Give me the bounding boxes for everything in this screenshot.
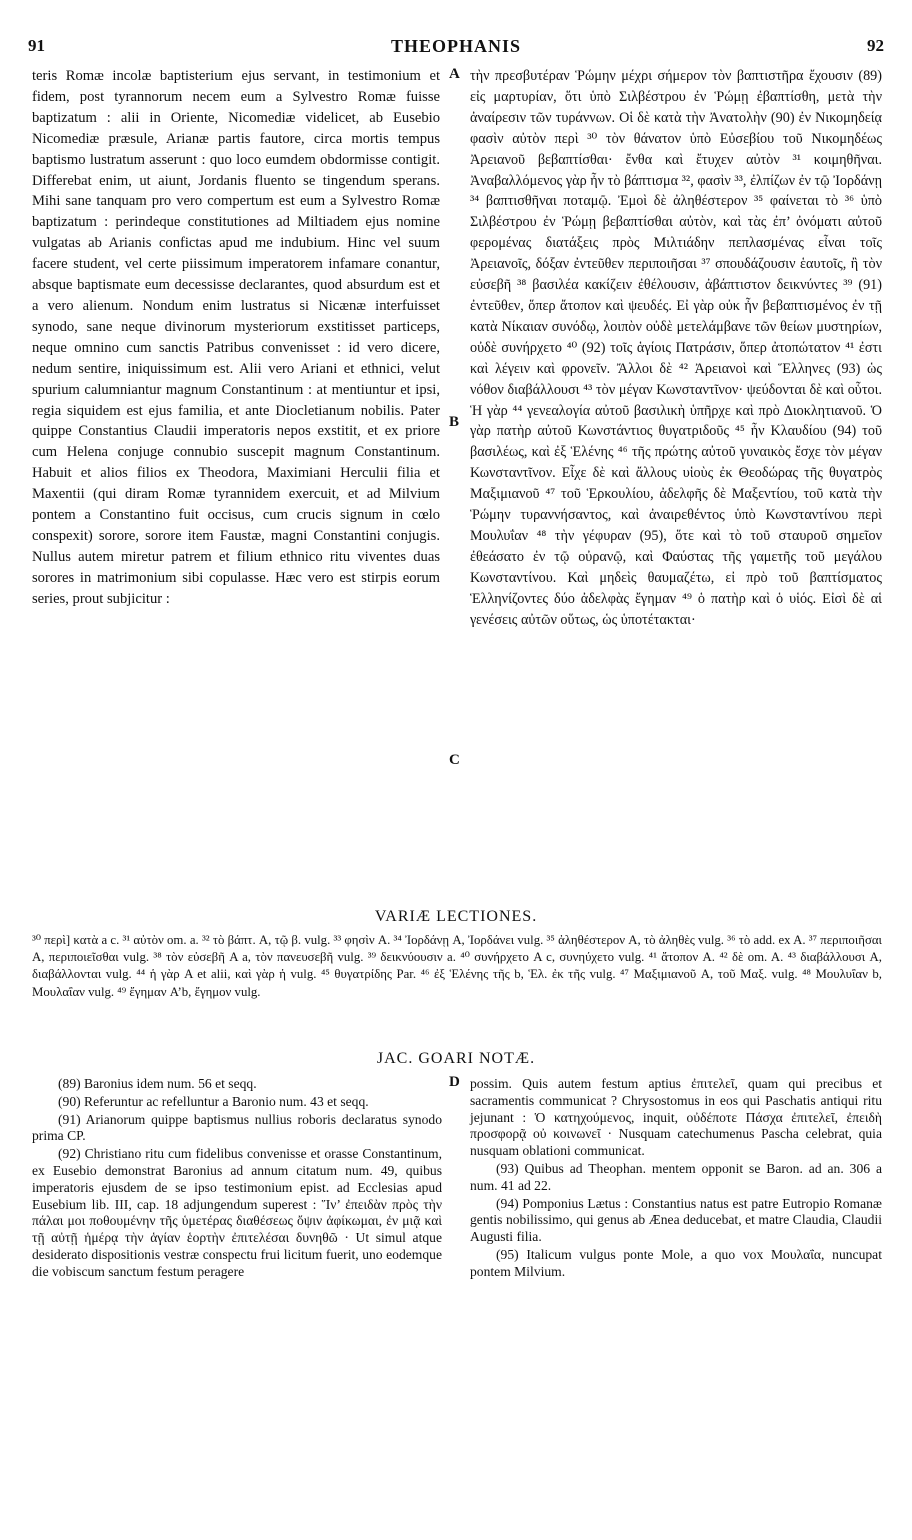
page-number-left: 91 [28, 36, 45, 55]
section-marker-a: A [449, 66, 460, 82]
variae-lectiones-text: ³⁰ περὶ] κατὰ a c. ³¹ αὐτὸν om. a. ³² τὸ βάπτ. A, τῷ β. vulg. ³³ φησὶν A. ³⁴ Ἰορδάνῃ A, Ἰορδάνει vulg. ³⁵ ἀληθέστερον A, τὸ ἀληθὲς vulg. ³⁶ τὸ add. ex A. ³⁷ περιποιῆσαι A, περιποιεῖσθαι vulg. ³⁸ τὸν εὐσεβῆ A a, τὸν πανευσεβῆ vulg. ³⁹ δεικνύουσιν a. ⁴⁰ συνήρχετο A c, συνηύχετο vulg. ⁴¹ ἄτοπον A. ⁴² δὲ om. A. ⁴³ διαβάλλουσι A, διαβάλλονται vulg. ⁴⁴ ἡ γὰρ A et alii, καὶ γὰρ ἡ vulg. ⁴⁵ θυγατρίδης Par. ⁴⁶ ἐξ Ἑλένης τῆς b, Ἑλ. ἐκ τῆς vulg. ⁴⁷ Μαξιμιανοῦ A, τοῦ Μαξ. vulg. ⁴⁸ Μουλυΐαν b, Μουλαΐαν vulg. ⁴⁹ ἔγημαν A’b, ἔγημον vulg. [32, 933, 882, 999]
notes-left-column [32, 1076, 442, 1282]
notes-right-column [470, 1076, 882, 1282]
section-marker-c: C [449, 752, 460, 768]
notes-title: JAC. GOARI NOTÆ. [376, 1050, 536, 1067]
note-89: (89) Baronius idem num. 56 et seqq. [58, 1076, 257, 1091]
running-title: THEOPHANIS [390, 36, 522, 56]
note-92: (92) Christiano ritu cum fidelibus convenisse et orasse Constantinum, ex Eusebio demonstrat Baronius ad annum citatum num. 49, quibus imperatoris ejusdem de se ipso testimonium epist. ad Ecclesias apud Eusebium lib. III, cap. 18 adjungendum superest : Ἵν’ ἐπειδὰν πρὸς τὴν πάλαι μοι ποθουμένην τῆς ὑμετέρας διαθέσεως ὄψιν ἀφίκωμαι, ἐν μιᾷ καὶ τῇ αὐτῇ ἡμέρᾳ τὴν ἁγίαν ἑορτὴν ἐπιτελέσαι δυνηθῶ · Ut simul atque desiderato dispositionis vestræ conspectu frui licitum fuerit, uno eodemque die vobiscum sanctum festum peragere [32, 1146, 442, 1279]
note-95: (95) Italicum vulgus ponte Mole, a quo vox Μουλαΐα, nuncupat pontem Milvium. [470, 1246, 882, 1279]
latin-column: teris Romæ incolæ baptisterium ejus servant, in testimonium et fidem, post tyrannorum necem eum a Sylvestro Romæ fuisse baptizatum : alii in Oriente, Nicomediæ videlicet, ab Eusebio Nicomediæ præsule, Arianæ partis fautore, circa mortis tempus baptismo lustratum asserunt : quo loco eumdem obdormisse contigit. Differebat enim, ut aiunt, Jordanis fluento se tingendum sperans. Mihi sane tanquam pro vero compertum est eum a Sylvestro Romæ baptizatum : perindeque constitutiones ad Miltiadem ejus nomine vulgatas ab Arianis confictas apud me indubium. Hinc vel suum facere student, vel certe piissimum imperatorem infamare conantur, absque baptismate eum decessisse declarantes, quod absurdum est et a vero alienum. Nondum enim lustratus si Nicænæ interfuisset synodo, sane neque divinorum mysteriorum exstitisset particeps, neque omnino cum sanctis Patribus convenisset : id vero dicere, nedum sentire, iniquissimum est. Alii vero Ariani et ethnici, velut spurium calumniantur magnum Constantinum : at mentiuntur et ipsi, regia siquidem est ejus familia, et ante Diocletianum nobilis. Pater quippe Constantius Claudii imperatoris nepos exstitit, et ex priore cum Helena conjuge connubio suscepit magnum Constantinum. Habuit et alios filios ex Theodora, Maximiani Herculii filia et Maxentii (qui diram Romæ tyrannidem exercuit, et ad Milvium pontem a Constantino fuit occisus, cum crucis signum in cœlo conspexit) sorore, sorore item Faustæ, magni Constantini conjugis. Nullus autem miretur patrem et filium ethnico ritu viventes duas sorores in matrimonium sibi copulasse. Hæc vero est stirpis eorum series, prout subjicitur : [32, 68, 440, 607]
variae-lectiones-title: VARIÆ LECTIONES. [374, 908, 538, 925]
note-92-continued: possim. Quis autem festum aptius ἐπιτελεῖ, quam qui precibus et sacramentis communicat ? Chrysostomus in eos qui Paschatis antiqui ritu jejunant : Ὁ κατηχούμενος, inquit, οὐδέποτε Πάσχα ἐπιτελεῖ, ἐπειδὴ προσφορᾷ οὐ κοινωνεῖ · Nusquam catechumenus Pascha celebrat, quia nusquam oblationi communicat. [470, 1076, 882, 1159]
note-91: (91) Arianorum quippe baptismus nullius roboris declaratus synodo prima CP. [32, 1111, 442, 1144]
page-header [28, 36, 884, 62]
note-94: (94) Pomponius Lætus : Constantius natus est patre Eutropio Romanæ gentis nobilissimo, qui genus ab Ænea deducebat, et matre Claudia, Claudii Augusti filia. [470, 1195, 882, 1245]
note-90: (90) Referuntur ac refelluntur a Baronio num. 43 et seqq. [58, 1093, 369, 1109]
page-number-right: 92 [867, 36, 884, 55]
section-marker-b: B [449, 414, 460, 430]
greek-column: τὴν πρεσβυτέραν Ῥώμην μέχρι σήμερον τὸν βαπτιστῆρα ἔχουσιν (89) εἰς μαρτυρίαν, ὅτι ὑπὸ Σιλβέστρου ἐν Ῥώμῃ ἐβαπτίσθη, μετὰ τὴν ἀναίρεσιν τῶν τυράννων. Οἱ δὲ κατὰ τὴν Ἀνατολὴν (90) ἐν Νικομηδείᾳ φασὶν αὐτὸν περὶ ³⁰ τὸν θάνατον ὑπὸ Εὐσεβίου τοῦ Νικομηδέως Ἀρειανοῦ βεβαπτίσθαι· ἔνθα καὶ ἔτυχεν αὐτὸν ³¹ κοιμηθῆναι. Ἀναβαλλόμενος γὰρ ἦν τὸ βάπτισμα ³², φασὶν ³³, ἐλπίζων ἐν τῷ Ἰορδάνῃ ³⁴ βαπτισθῆναι ποταμῷ. Ἐμοὶ δὲ ἀληθέστερον ³⁵ φαίνεται τὸ ³⁶ ὑπὸ Σιλβέστρου ἐν Ῥώμῃ βεβαπτίσθαι αὐτὸν, καὶ τὰς ἐπ’ ὀνόματι αὐτοῦ φερομένας διατάξεις πρὸς Μιλτιάδην πεπλασμένας εἶναι τοῖς Ἀρειανοῖς, δόξαν ἐντεῦθεν περιποιῆσαι ³⁷ σπουδάζουσιν ἑαυτοῖς, ἢ τὸν εὐσεβῆ ³⁸ βασιλέα κακίζειν ἐθέλουσιν, ἀβάπτιστον δεικνύντες ³⁹ (91) ἐντεῦθεν, ὅπερ ἄτοπον καὶ ψευδές. Εἰ γὰρ οὐκ ἦν βεβαπτισμένος ἐν τῇ κατὰ Νίκαιαν συνόδῳ, λοιπὸν οὐδὲ μετελάμβανε τῶν θείων μυστηρίων, οὐδὲ συνήρχετο ⁴⁰ (92) τοῖς ἁγίοις Πατράσιν, ὅπερ ἀτοπώτατον ⁴¹ ἐστι καὶ λέγειν καὶ φρονεῖν. Ἄλλοι δὲ ⁴² Ἀρειανοὶ καὶ Ἕλληνες (93) ὡς νόθον διαβάλλουσι ⁴³ τὸν μέγαν Κωνσταντῖνον· ψεύδονται δὲ καὶ οὗτοι. Ἡ γὰρ ⁴⁴ γενεαλογία αὐτοῦ βασιλικὴ ὑπῆρχε καὶ πρὸ Διοκλητιανοῦ. Ὁ γὰρ πατὴρ αὐτοῦ Κωνστάντιος θυγατριδοῦς ⁴⁵ ἦν Κλαυδίου (94) τοῦ βασιλέως, καὶ ἐξ Ἑλένης ⁴⁶ τῆς πρώτης αὐτοῦ γυναικὸς ἔσχε τὸν μέγαν Κωνσταντῖνον. Εἶχε δὲ καὶ ἄλλους υἱοὺς ἐκ Θεοδώρας τῆς θυγατρὸς Μαξιμιανοῦ ⁴⁷ τοῦ Ἑρκουλίου, ἀδελφῆς δὲ Μαξεντίου, τοῦ κατὰ τὴν Ῥώμην τυραννήσαντος, καὶ ἀναιρεθέντος ὑπὸ Κωνσταντίνου περὶ Μουλυΐαν ⁴⁸ τὴν γέφυραν (95), ὅτε καὶ τὸ τοῦ σταυροῦ σημεῖον ἐθεάσατο ἐν τῷ οὐρανῷ, καὶ Φαύστας τῆς γαμετῆς τοῦ μεγάλου Κωνσταντίνου. Καὶ μηδεὶς θαυμαζέτω, εἰ πρὸ τοῦ βαπτίσματος Ἑλληνίζοντες δύο ἀδελφὰς ἔγημαν ⁴⁹ ὁ πατὴρ καὶ ὁ υἱός. Εἰσὶ δὲ αἱ γενέσεις αὐτῶν οὕτως, ὡς ὑποτέτακται· [470, 68, 882, 628]
section-marker-d: D [449, 1074, 460, 1090]
note-93: (93) Quibus ad Theophan. mentem opponit se Baron. ad an. 306 a num. 41 ad 22. [470, 1160, 882, 1193]
